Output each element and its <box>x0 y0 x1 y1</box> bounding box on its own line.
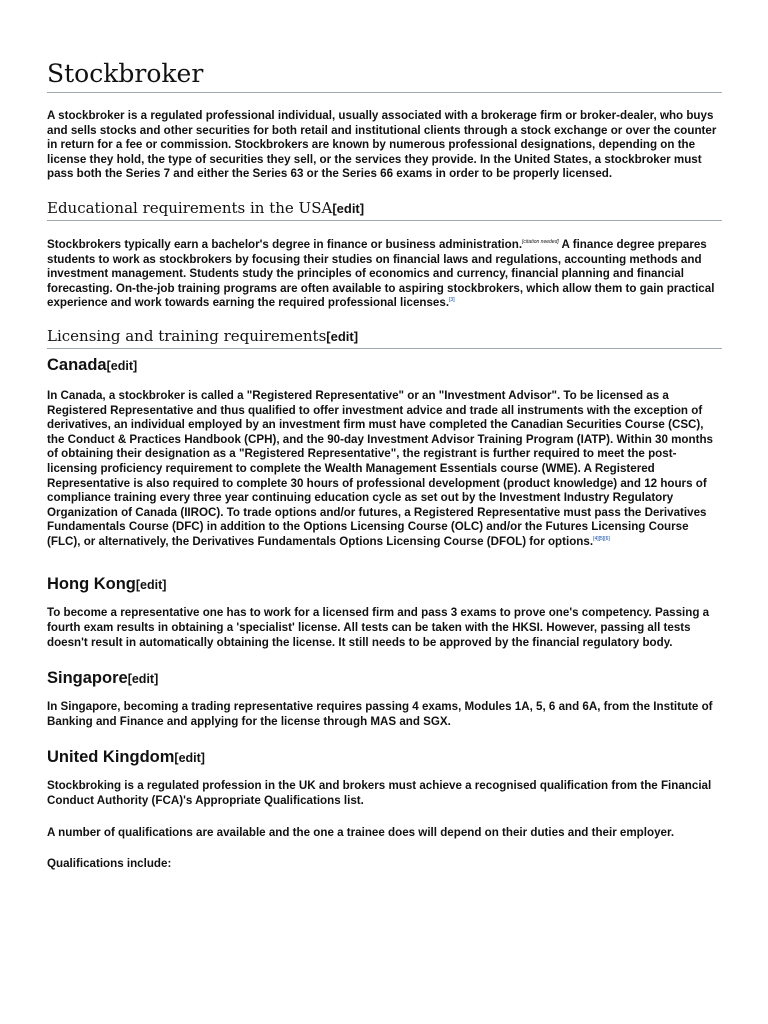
canada-text: In Canada, a stockbroker is called a "Registered Representative" or an "Investment Advisor". To be licensed as a Registered Representative and thus qualified to offer investment advice and trade all instruments with the exception of derivatives, an individual employed by an investment firm must have completed the Canadian Securities Course (CSC), the Conduct & Practices Handbook (CPH), and the 90-day Investment Advisor Training Program (IATP). Within 30 months of obtaining their designation as a "Registered Representative", the registrant is further required to meet the post-licensing proficiency requirement to complete the Wealth Management Essentials course (WME). A Registered Representative is also required to complete 30 hours of professional development (product knowledge) and 12 hours of compliance training every three year continuing education cycle as set out by the Investment Industry Regulatory Organization of Canada (IIROC). To trade options and/or futures, a Registered Representative must pass the Derivatives Fundamentals Course (DFC) in addition to the Options Licensing Course (OLC) and/or the Futures Licensing Course (FLC), or alternatively, the Derivatives Fundamentals Options Licensing Course (DFOL) for options. <box>47 388 713 548</box>
section-heading-education-text: Educational requirements in the USA <box>47 198 333 217</box>
edit-link-licensing[interactable]: [edit] <box>326 328 359 344</box>
hong-kong-paragraph: To become a representative one has to work for a licensed firm and pass 3 exams to prove one's competency. Passing a fourth exam results in obtaining a 'specialist' license. All tests can be taken with the HKSI. However, passing all tests doesn't result in automatically obtaining the license. It still needs to be approved by the financial regulatory body. <box>47 606 710 649</box>
subsection-heading-singapore-text: Singapore <box>47 669 128 688</box>
edit-link-education[interactable]: [edit] <box>332 200 365 216</box>
singapore-paragraph: In Singapore, becoming a trading representative requires passing 4 exams, Modules 1A, 5, 6 and 6A, from the Institute of Banking and Finance and applying for the license through MAS and SGX. <box>47 700 713 728</box>
subsection-heading-canada-text: Canada <box>47 355 107 374</box>
edit-link-singapore[interactable]: [edit] <box>127 672 159 687</box>
section-heading-education <box>47 198 722 221</box>
section-heading-licensing-text: Licensing and training requirements <box>47 326 327 345</box>
reference-3[interactable]: [3] <box>449 297 455 304</box>
edit-link-united-kingdom[interactable]: [edit] <box>174 751 205 766</box>
edit-link-hong-kong[interactable]: [edit] <box>135 578 167 593</box>
uk-paragraph-3: Qualifications include: <box>47 857 172 871</box>
subsection-heading-united-kingdom-text: United Kingdom <box>47 748 175 767</box>
article <box>47 58 722 872</box>
page-title: Stockbroker <box>47 58 722 93</box>
edit-link-canada[interactable]: [edit] <box>106 358 138 373</box>
intro-paragraph: A stockbroker is a regulated professional individual, usually associated with a brokerage firm or broker-dealer, who buys and sells stocks and other securities for both retail and institutional clients through a stock exchange or over the counter in return for a fee or commission. Stockbrokers are known by numerous professional designations, depending on the license they hold, the type of securities they sell, or the services they provide. In the United States, a stockbroker must pass both the Series 7 and either the Series 63 or the Series 66 exams in order to be properly licensed. <box>47 109 717 181</box>
subsection-heading-hong-kong-text: Hong Kong <box>47 575 136 594</box>
education-paragraph <box>47 238 722 311</box>
subsection-heading-canada <box>47 354 722 377</box>
reference-5[interactable]: [5] <box>598 535 605 542</box>
uk-paragraph-2: A number of qualifications are available and the one a trainee does will depend on their duties and their employer. <box>47 825 675 839</box>
education-text-b: A finance degree prepares students to work as stockbrokers by focusing their studies on financial laws and regulations, accounting methods and investment management. Students study the principles of economics and currency, financial planning and financial forecasting. On-the-job training programs are often available to aspiring stockbrokers, which allow them to gain practical experience and work towards earning the required professional licenses. <box>47 237 715 310</box>
uk-paragraph-1: Stockbroking is a regulated profession in the UK and brokers must achieve a recognised qualification from the Financial Conduct Authority (FCA)'s Appropriate Qualifications list. <box>47 779 712 808</box>
subsection-heading-singapore <box>47 667 722 690</box>
subsection-heading-united-kingdom <box>47 746 722 769</box>
education-text-a: Stockbrokers typically earn a bachelor's degree in finance or business administration. <box>47 237 523 251</box>
reference-4[interactable]: [4] <box>593 535 599 542</box>
canada-paragraph <box>47 389 722 550</box>
citation-needed[interactable]: [citation needed] <box>522 238 559 245</box>
subsection-heading-hong-kong <box>47 573 722 596</box>
reference-6[interactable]: [6] <box>604 535 610 542</box>
section-heading-licensing <box>47 326 722 349</box>
